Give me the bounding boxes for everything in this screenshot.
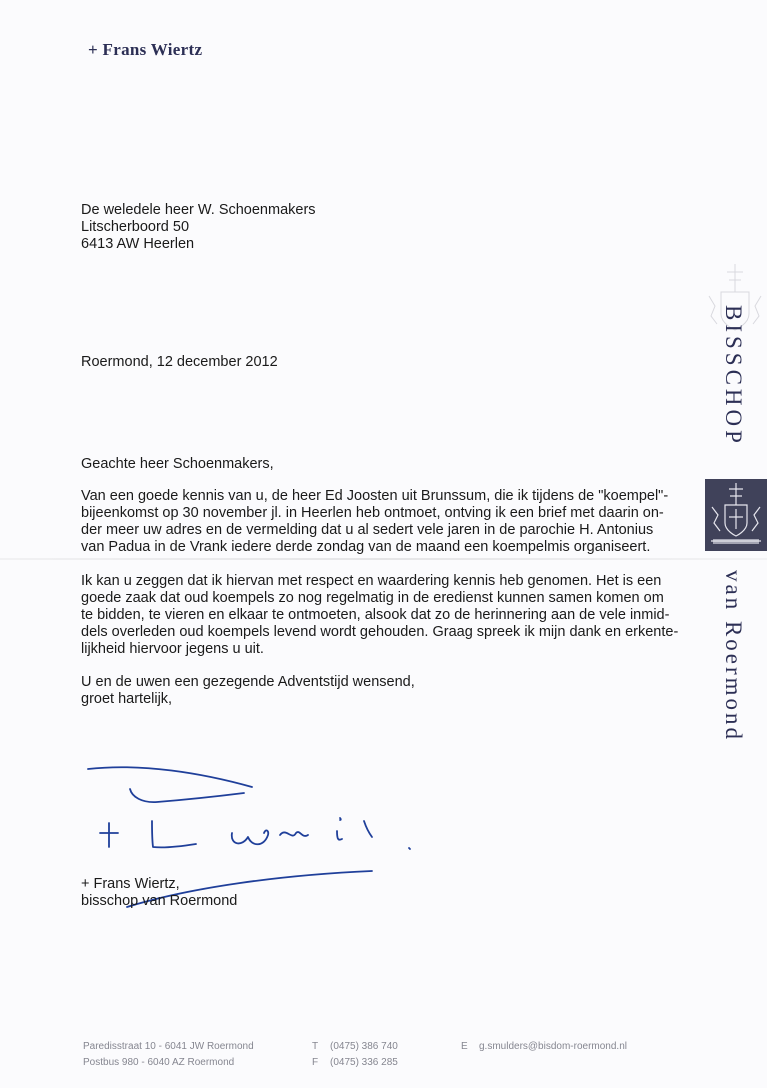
body-paragraph-1	[81, 488, 681, 556]
footer-address-line-2: Postbus 980 - 6040 AZ Roermond	[83, 1057, 235, 1068]
paragraph-line: bijeenkomst op 30 november jl. in Heerlen heb ontmoet, ontving ik een brief met daarin on-	[81, 505, 664, 521]
phone-number: (0475) 386 740	[330, 1041, 398, 1052]
paragraph-line: dels overleden oud koempels levend wordt gehouden. Graag spreek ik mijn dank en erkente-	[81, 624, 679, 640]
paragraph-line: goede zaak dat oud koempels zo nog regelmatig in de eredienst kunnen samen komen om	[81, 590, 664, 606]
footer-email	[461, 1039, 627, 1055]
paragraph-line: Ik kan u zeggen dat ik hiervan met respect en waardering kennis heb genomen. Het is een	[81, 573, 662, 589]
recipient-line-3: 6413 AW Heerlen	[81, 236, 195, 252]
recipient-line-2: Litscherboord 50	[81, 219, 190, 235]
closing-line-2: groet hartelijk,	[81, 691, 173, 707]
footer-address	[83, 1039, 254, 1071]
paper-fold-crease	[0, 558, 767, 560]
recipient-address	[81, 202, 316, 253]
paragraph-line: der meer uw adres en de vermelding dat u al sedert vele jaren in de parochie H. Antonius	[81, 522, 654, 538]
diocese-crest-icon	[705, 479, 767, 551]
body-paragraph-2	[81, 573, 681, 658]
fax-number: (0475) 336 285	[330, 1057, 398, 1068]
letterhead-name: + Frans Wiertz	[88, 40, 203, 59]
sidebar-van-roermond: van Roermond	[721, 570, 746, 743]
paragraph-line: lijkheid hiervoor jegens u uit.	[81, 641, 264, 657]
email-address: g.smulders@bisdom-roermond.nl	[479, 1041, 627, 1052]
paragraph-line: te bidden, te vieren en elkaar te ontmoeten, alsook dat zo de herinnering aan de vele inmid-	[81, 607, 670, 623]
footer-address-line-1: Paredisstraat 10 - 6041 JW Roermond	[83, 1041, 254, 1052]
closing	[81, 674, 415, 708]
footer-phone	[312, 1039, 398, 1071]
closing-line-1: U en de uwen een gezegende Adventstijd wensend,	[81, 674, 415, 690]
signer-name: + Frans Wiertz,	[81, 876, 180, 892]
paragraph-line: van Padua in de Vrank iedere derde zondag van de maand een koempelmis organiseert.	[81, 539, 651, 555]
salutation: Geachte heer Schoenmakers,	[81, 456, 274, 472]
recipient-line-1: De weledele heer W. Schoenmakers	[81, 202, 316, 218]
signature-block	[81, 876, 237, 910]
fax-label: F	[312, 1057, 319, 1068]
paragraph-line: Van een goede kennis van u, de heer Ed Joosten uit Brunssum, die ik tijdens de "koempel"-	[81, 488, 669, 504]
signer-title: bisschop van Roermond	[81, 893, 238, 909]
sidebar-bisschop: BISSCHOP	[721, 305, 746, 447]
phone-label: T	[312, 1041, 319, 1052]
email-label: E	[461, 1041, 468, 1052]
letter-date: Roermond, 12 december 2012	[81, 354, 278, 370]
